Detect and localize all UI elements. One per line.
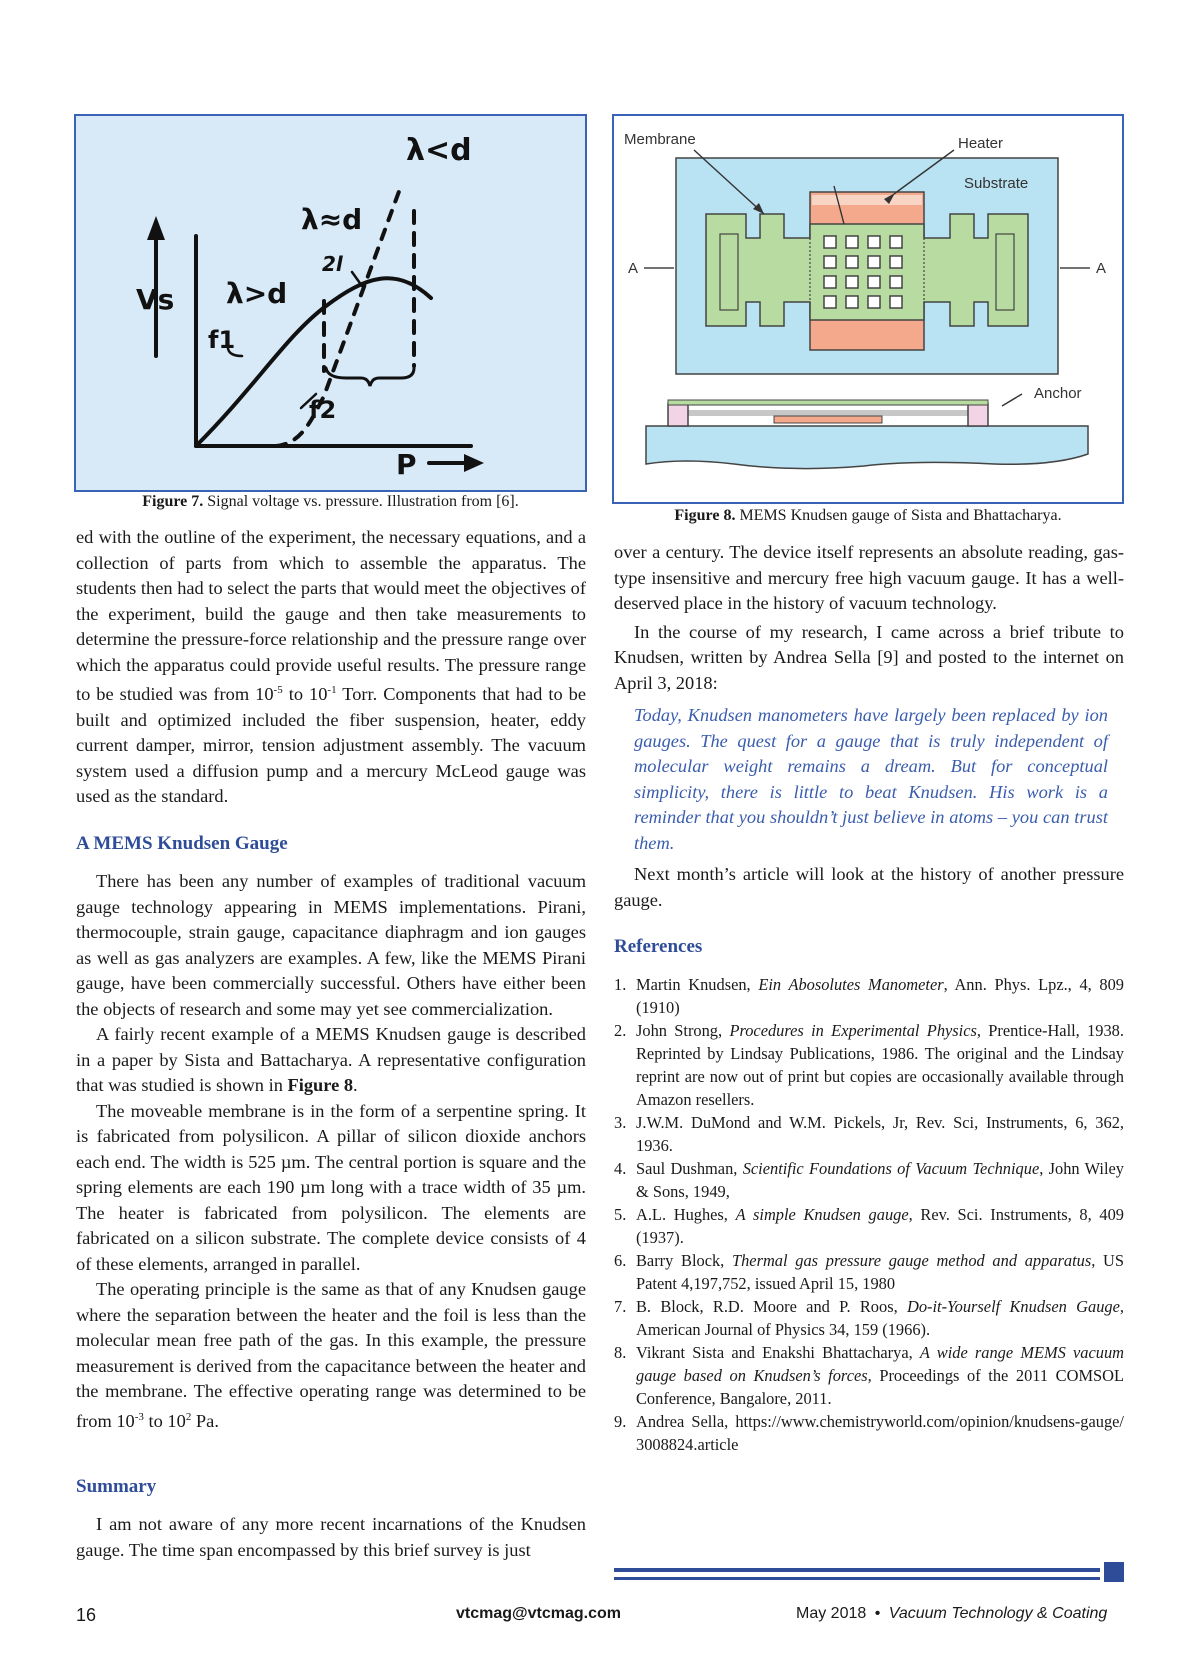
label-2l: 2l [322,252,343,276]
reference-item: 2. John Strong, Procedures in Experimental Physics, Prentice-Hall, 1938. Reprinted by Lindsay Publications, 1986. The original and the Lindsay reprint are now out of print but copies are occasionally available through Amazon resellers. [614,1021,1124,1109]
label-anchor: Anchor [1034,385,1082,402]
figure-8-caption [612,507,1124,525]
label-substrate: Substrate [964,175,1029,192]
figure-8 [612,114,1124,504]
heading-references: References [614,936,703,957]
footer-issue-date: May 2018 [796,1605,867,1622]
reference-item: 6. Barry Block, Thermal gas pressure gauge method and apparatus, US Patent 4,197,752, issued April 15, 1980 [614,1251,1124,1293]
footer-rule-top [614,1568,1100,1572]
left-para-2: There has been any number of examples of traditional vacuum gauge technology appearing in MEMS implementations. Pirani, thermocouple, strain gauge, capacitance diaphragm and ion gauges as well as gas analyzers are examples. A few, like the MEMS Pirani gauge, have been commercially successful. Others have either been the objects of research and some may yet see commercialization. [76,871,586,1019]
reference-item: 3. J.W.M. DuMond and W.M. Pickels, Jr, Rev. Sci, Instruments, 6, 362, 1936. [614,1113,1124,1155]
label-vs: Vs [136,283,175,316]
reference-item: 7. B. Block, R.D. Moore and P. Roos, Do-it-Yourself Knudsen Gauge, American Journal of Physics 34, 159 (1966). [614,1297,1124,1339]
figure-7-caption-label: Figure 7. [142,493,204,510]
sella-quote: Today, Knudsen manometers have largely been replaced by ion gauges. The quest for a gauge that is truly independent of molecular weight remains a dream. But for conceptual simplicity, there is little to beat Knudsen. His work is a reminder that you shouldn’t just believe in atoms – you can trust them. [634,705,1108,853]
label-membrane: Membrane [624,131,696,148]
right-top [614,540,1124,696]
footer-magazine: Vacuum Technology & Coating [888,1605,1108,1622]
left-para-1: ed with the outline of the experiment, the necessary equations, and a collection of parts from which to assemble the apparatus. The students then had to select the parts that would meet the objectives of the experiment, build the gauge and then take measurements to determine the pressure-force relationship and the pressure range over which the apparatus could provide useful results. The pressure range to be studied was from $10^{-5}$ to $10^{-1}$ Torr. Components that had to be built and optimized included the fiber suspension, heater, eddy current damper, mirror, tension adjustment assembly. The vacuum system used a diffusion pump and a mercury McLeod gauge was used as the standard. [76,527,586,807]
right-para-1: over a century. The device itself represents an absolute reading, gas-type insensitive and mercury free high vacuum gauge. It has a well-deserved place in the history of vacuum technology. [614,542,1124,613]
label-lambda-lt-d: λ<d [406,133,472,168]
figure-7-caption-text: Signal voltage vs. pressure. Illustration from [6]. [207,493,519,510]
figure-8-caption-text: MEMS Knudsen gauge of Sista and Bhattacharya. [739,507,1062,524]
label-f2: f2 [309,396,337,424]
figure-7 [74,114,587,492]
label-f1: f1 [208,326,236,354]
heading-summary: Summary [76,1476,157,1497]
label-lambda-gt-d: λ>d [226,277,288,310]
label-lambda-approx-d: λ≈d [301,203,363,236]
footer-square [1104,1562,1124,1582]
left-body [76,869,586,1434]
figure-7-graph [76,116,585,490]
reference-item: 9. Andrea Sella, https://www.chemistryworld.com/opinion/knudsens-gauge/3008824.article [614,1412,1124,1454]
right-para-3: Next month’s article will look at the history of another pressure gauge. [614,864,1124,910]
label-p: P [396,448,417,481]
reference-item: 5. A.L. Hughes, A simple Knudsen gauge, Rev. Sci. Instruments, 8, 409 (1937). [614,1205,1124,1247]
left-para-4: The moveable membrane is in the form of a serpentine spring. It is fabricated from polysilicon. A pillar of silicon dioxide anchors each end. The width is 525 µm. The central portion is square and the spring elements are each 190 µm long with a trace width of 35 µm. The heater is fabricated from polysilicon. The elements are fabricated on a silicon substrate. The complete device consists of 4 of these elements, arranged in parallel. [76,1100,586,1274]
figure-8-caption-label: Figure 8. [674,507,736,524]
label-a-left: A [628,260,639,277]
reference-list [614,973,1124,1456]
reference-item: 1. Martin Knudsen, Ein Abosolutes Manometer, Ann. Phys. Lpz., 4, 809 (1910) [614,975,1124,1017]
label-heater: Heater [958,135,1004,152]
left-para-6: I am not aware of any more recent incarnations of the Knudsen gauge. The time span encompassed by this brief survey is just [76,1514,586,1560]
page-number: 16 [76,1605,97,1625]
footer-issue [796,1605,1107,1623]
footer-rule-bottom [614,1577,1100,1580]
figure-7-caption [74,493,587,511]
footer-bullet: • [874,1605,881,1622]
label-a-right: A [1096,260,1107,277]
right-para-2: In the course of my research, I came across a brief tribute to Knudsen, written by Andrea Sella [9] and posted to the internet on April 3, 2018: [614,621,1124,693]
figure-8-diagram [614,116,1122,502]
left-para-5: The operating principle is the same as that of any Knudsen gauge where the separation between the heater and the foil is less than the molecular mean free path of the gas. In this example, the pressure measurement is derived from the capacitance between the heater and the membrane. The effective operating range was determined to be from $10^{-3}$ to $10^2$ Pa. [76,1279,586,1431]
footer-email[interactable]: vtcmag@vtcmag.com [456,1605,621,1622]
left-para-3: A fairly recent example of a MEMS Knudsen gauge is described in a paper by Sista and Battacharya. A representative configuration that was studied is shown in Figure 8. [76,1024,586,1095]
heading-mems-knudsen-gauge: A MEMS Knudsen Gauge [76,833,288,854]
reference-item: 4. Saul Dushman, Scientific Foundations of Vacuum Technique, John Wiley & Sons, 1949, [614,1159,1125,1201]
reference-item: 8. Vikrant Sista and Enakshi Bhattacharya, A wide range MEMS vacuum gauge based on Knudsen’s forces, Proceedings of the 2011 COMSOL Conference, Bangalore, 2011. [614,1343,1124,1408]
